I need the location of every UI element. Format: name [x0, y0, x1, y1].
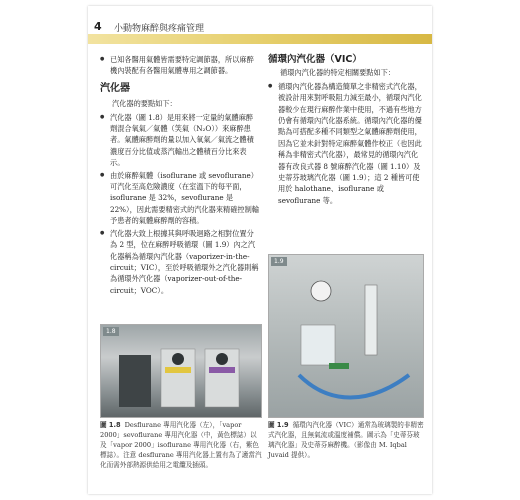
list-item: ● 循環內汽化器為構造簡單之非精密式汽化器，被設計用來對呼吸阻力減至最小，循環內汽化器較少在現行麻醉作業中使用，不過有些地方仍會有循環內汽化器系統。循環內汽化器的優點為可搭配多種不同類型之氣體麻醉劑使用，因為它並未針對特定麻醉氣體作校正（也因此稱為非精密式汽化器），最常見的循環內汽化器有改良式器 8 號麻醉汽化器（圖 1.10）及史蒂芬玻璃汽化器（圖 1.9）；這 2 種皆可使用於 halothane、isoflurane 或 sevoflurane 等。	[268, 81, 424, 206]
vaporizer-bullet-list	[100, 112, 260, 297]
vaporizer-desflurane	[119, 355, 151, 407]
left-column	[100, 54, 260, 297]
isoflurane-purple-tag	[209, 367, 235, 373]
blue-tubing	[299, 375, 409, 398]
header-color-bar	[88, 34, 432, 44]
subsection-title: 循環內汽化器（VIC）	[268, 54, 362, 65]
right-column	[268, 54, 424, 207]
list-item: ● 汽化器大致上根據其與呼吸迴路之相對位置分為 2 型，位在麻醉呼吸循環（圖 1.9）內之汽化器稱為循環內汽化器（vaporizer-in-the-circuit；VIC），至於呼吸循環外之汽化器則稱為循環外汽化器（vaporizer-out-of-the-circuit；VOC）。	[100, 228, 260, 296]
caption-text: 循環內汽化器（VIC）通常為玻璃製的非精密式汽化器，且無氣流或溫度補償。圖示為「史蒂芬玻璃汽化器」及史蒂芬麻醉機。（影像由 M. Iqbal Juvaid 提供）。	[268, 421, 424, 459]
dial	[172, 353, 184, 365]
page-header	[88, 16, 432, 46]
flowmeter-tube	[365, 285, 377, 355]
sevoflurane-yellow-tag	[165, 367, 191, 373]
figure-1-9-caption	[268, 420, 424, 460]
subsection-intro: 循環內汽化器的特定相關要點如下：	[280, 68, 396, 78]
top-bullet-list	[100, 54, 260, 77]
section-title: 汽化器	[100, 82, 130, 94]
figure-1-8-caption	[100, 420, 262, 470]
list-item: ● 汽化器（圖 1.8）是用來將一定量的氣體麻醉劑混合氧氣／氣體（笑氣（N₂O））來麻醉患者。氣體麻醉劑的量以加入氧氣／氣流之體積濃度百分比值或蒸汽輸出之體積百分比來表示。	[100, 112, 260, 169]
dial	[216, 353, 228, 365]
figure-label: 1.9	[271, 257, 287, 266]
caption-number: 圖 1.9	[268, 421, 289, 429]
caption-text: Desflurane 專用汽化器（左），「vapor 2000」sevoflurane 專用汽化器（中，黃色標誌）以及「vapor 2000」isoflurane 專用汽化器（右，紫色標誌）。注意 desflurane 專用汽化器上置有為了適當汽化而需外部熱源供給用之電纜及插頭。	[100, 421, 262, 469]
list-item: ● 已知各醫用氣體皆需要特定調節器，所以麻醉機內裝配有各醫用氣體專用之調節器。	[100, 54, 260, 77]
figure-1-9-photo	[268, 254, 424, 418]
caption-number: 圖 1.8	[100, 421, 121, 429]
figure-1-8-photo	[100, 324, 262, 418]
green-hose	[329, 363, 349, 369]
chapter-title: 小動物麻醉與疼痛管理	[114, 24, 205, 34]
list-item: ● 由於麻醉氣體（isoflurane 或 sevoflurane）可汽化至高危險濃度（在室溫下的每平面，isoflurane 是 32%，sevoflurane 是 22%），因此需要精密式的汽化器來精確控制輸予患者的氣體麻醉劑的容積。	[100, 170, 260, 227]
glass-vaporizer	[301, 325, 335, 365]
vic-illustration	[269, 255, 423, 417]
page-number: 4	[94, 20, 102, 33]
book-page	[88, 6, 432, 494]
figure-label: 1.8	[103, 327, 119, 336]
vic-bullet-list	[268, 81, 424, 206]
vaporizers-illustration	[101, 325, 261, 417]
section-intro: 汽化器的要點如下：	[112, 99, 177, 109]
pressure-gauge	[311, 281, 331, 301]
